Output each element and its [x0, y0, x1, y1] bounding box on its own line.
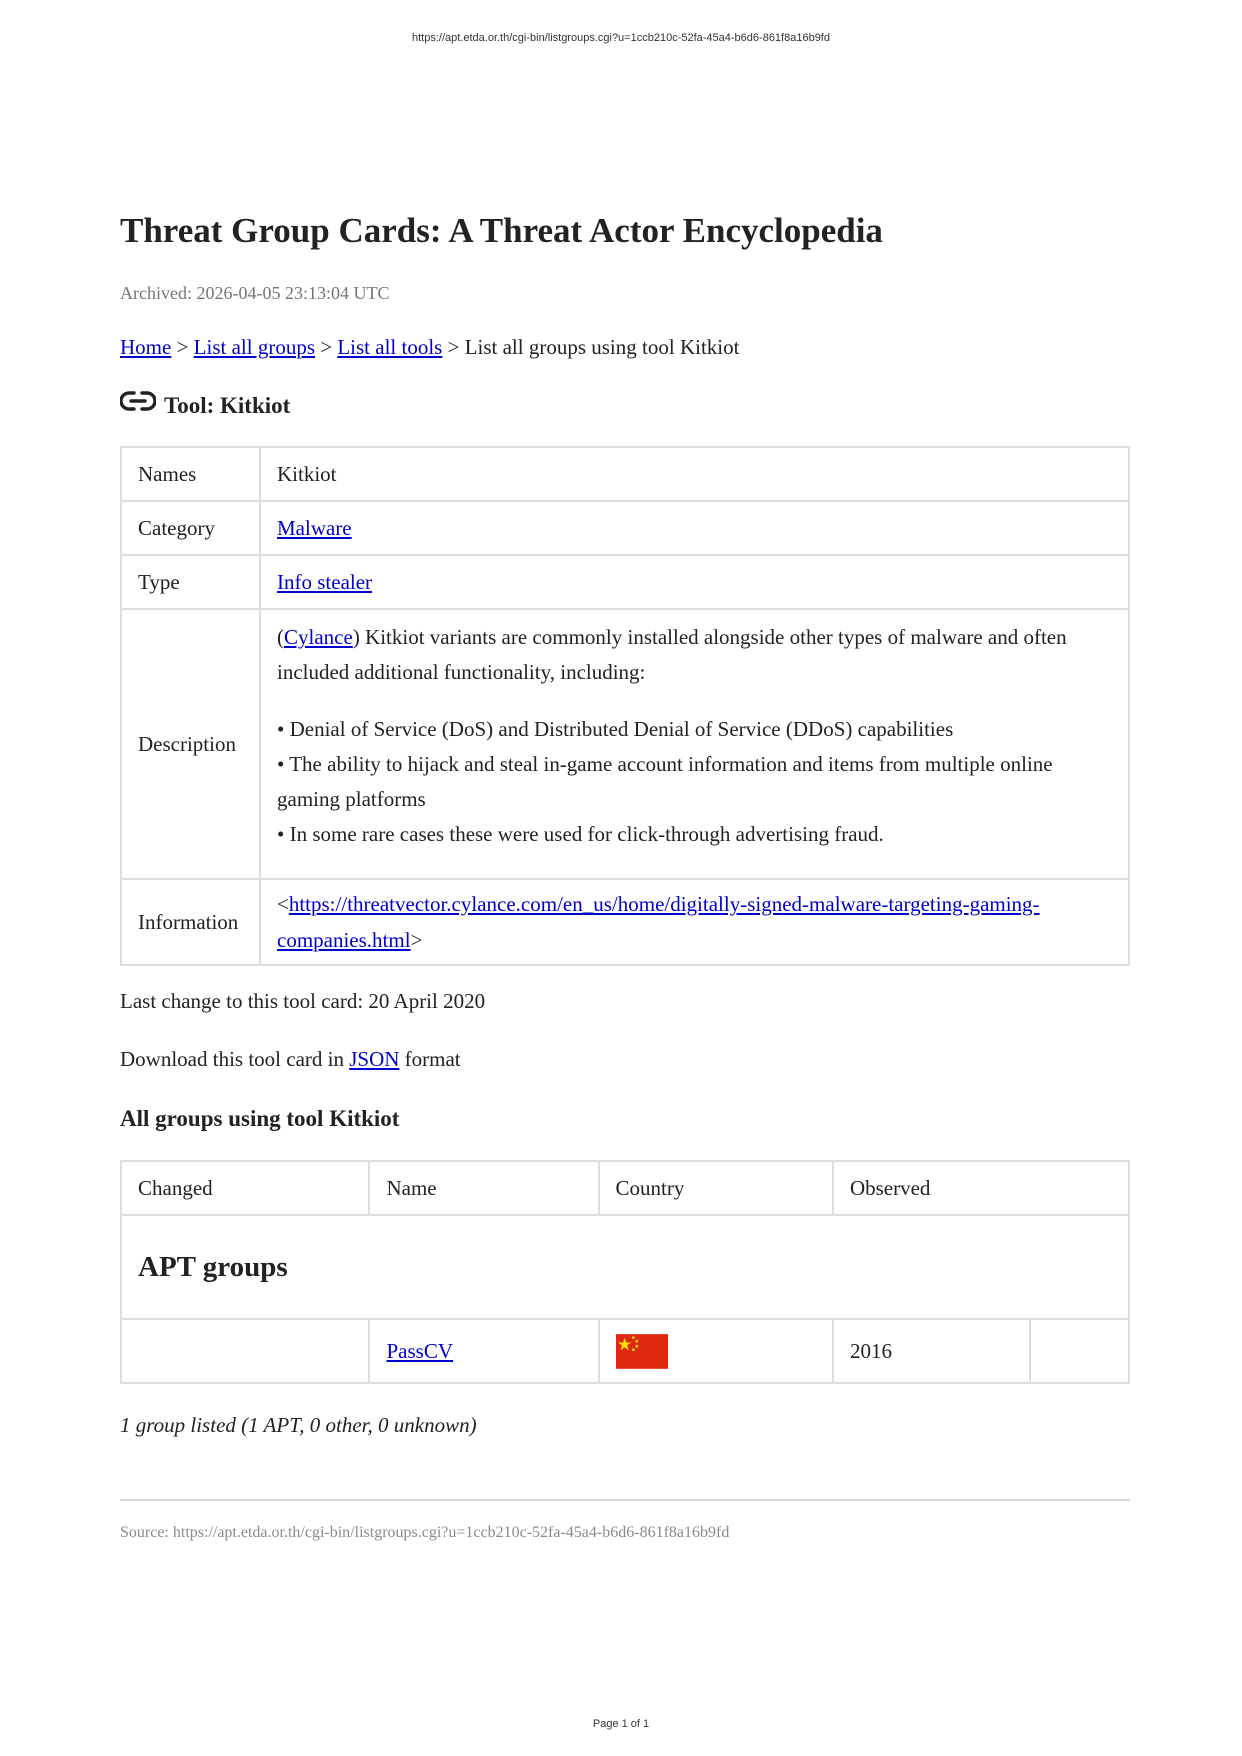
tool-heading-text: Tool: Kitkiot [164, 393, 291, 418]
extra-cell [1030, 1319, 1129, 1383]
download-prefix: Download this tool card in [120, 1047, 350, 1071]
list-item: • In some rare cases these were used for click-through advertising fraud. [277, 822, 884, 846]
breadcrumb-home-link[interactable]: Home [120, 335, 172, 359]
china-flag-icon [616, 1334, 668, 1369]
angle-close: > [410, 928, 423, 952]
changed-cell [121, 1319, 369, 1383]
divider [120, 1499, 1130, 1501]
list-item: • The ability to hijack and steal in-game account information and items from multiple online gaming platforms [277, 752, 1053, 811]
description-intro [277, 620, 1112, 690]
category-cell [260, 501, 1129, 555]
groups-summary: 1 group listed (1 APT, 0 other, 0 unknown) [120, 1413, 477, 1437]
section-title-apt-groups: APT groups [121, 1215, 1129, 1319]
table-row [121, 609, 1129, 879]
cylance-source-link[interactable]: Cylance [284, 625, 353, 649]
tool-details-table [120, 446, 1130, 966]
groups-table [120, 1160, 1130, 1384]
download-line [120, 1046, 1130, 1072]
column-header-changed: Changed [121, 1161, 369, 1215]
description-intro-text: ) Kitkiot variants are commonly installed alongside other types of malware and often included additional functionality, including: [277, 625, 1067, 684]
paren-open: ( [277, 625, 284, 649]
breadcrumb-list-tools-link[interactable]: List all tools [337, 335, 443, 359]
json-download-link[interactable]: JSON [349, 1047, 400, 1071]
observed-cell: 2016 [833, 1319, 1030, 1383]
information-label: Information [121, 879, 260, 965]
information-cell [260, 879, 1129, 965]
breadcrumb [120, 334, 1130, 360]
names-value: Kitkiot [260, 447, 1129, 501]
table-row [121, 879, 1129, 965]
column-header-country: Country [599, 1161, 833, 1215]
column-header-name: Name [369, 1161, 598, 1215]
download-suffix: format [399, 1047, 461, 1071]
source-url: Source: https://apt.etda.or.th/cgi-bin/listgroups.cgi?u=1ccb210c-52fa-45a4-b6d6-861f8a16b9fd [120, 1524, 730, 1541]
type-label: Type [121, 555, 260, 609]
table-row [121, 555, 1129, 609]
breadcrumb-separator: > [171, 335, 194, 359]
angle-open: < [277, 892, 289, 916]
page-title: Threat Group Cards: A Threat Actor Encyclopedia [120, 211, 883, 250]
table-row [121, 501, 1129, 555]
groups-heading: All groups using tool Kitkiot [120, 1106, 400, 1131]
description-label: Description [121, 609, 260, 879]
page-content [120, 210, 1130, 1543]
description-bullets [277, 712, 1112, 852]
group-link-passcv[interactable]: PassCV [386, 1338, 454, 1363]
category-link[interactable]: Malware [277, 515, 352, 540]
list-item: • Denial of Service (DoS) and Distributed Denial of Service (DDoS) capabilities [277, 717, 954, 741]
country-cell [599, 1319, 833, 1383]
page-number: Page 1 of 1 [592, 1718, 650, 1730]
column-header-observed: Observed [833, 1161, 1129, 1215]
table-row [121, 1319, 1129, 1383]
name-cell [369, 1319, 598, 1383]
tool-heading [120, 392, 1130, 420]
breadcrumb-separator: > [315, 335, 338, 359]
type-cell [260, 555, 1129, 609]
description-cell [260, 609, 1129, 879]
table-header-row [121, 1161, 1129, 1215]
type-link[interactable]: Info stealer [277, 569, 373, 594]
last-change-text: Last change to this tool card: 20 April 2020 [120, 989, 486, 1013]
link-icon [120, 388, 156, 414]
category-label: Category [121, 501, 260, 555]
names-label: Names [121, 447, 260, 501]
breadcrumb-current: List all groups using tool Kitkiot [464, 335, 740, 359]
information-link[interactable]: https://threatvector.cylance.com/en_us/home/digitally-signed-malware-targeting-gaming-companies.html [277, 892, 1040, 952]
archived-timestamp: Archived: 2026-04-05 23:13:04 UTC [120, 283, 390, 303]
table-row [121, 447, 1129, 501]
breadcrumb-separator: > [442, 335, 465, 359]
section-row [121, 1215, 1129, 1319]
breadcrumb-list-groups-link[interactable]: List all groups [193, 335, 315, 359]
print-header-url: https://apt.etda.or.th/cgi-bin/listgroups.cgi?u=1ccb210c-52fa-45a4-b6d6-861f8a16b9fd [412, 32, 830, 44]
